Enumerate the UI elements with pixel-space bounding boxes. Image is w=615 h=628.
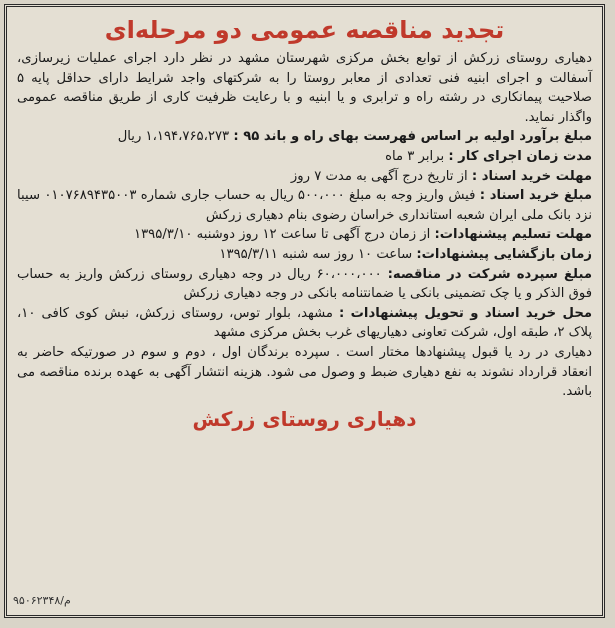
item-duration xyxy=(17,147,592,167)
item-label: مبلغ سپرده شرکت در مناقصه: xyxy=(387,266,592,282)
item-value: از تاریخ درج آگهی به مدت ۷ روز xyxy=(290,168,468,184)
item-opening-time xyxy=(17,245,592,265)
item-label: مدت زمان اجرای کار : xyxy=(448,148,592,164)
item-label: زمان بازگشایی پیشنهادات: xyxy=(416,246,592,262)
closing-paragraph: دهیاری در رد یا قبول پیشنهادها مختار است . سپرده برندگان اول ، دوم و سوم در صورتیکه حاضر به انعقاد قرارداد نشوند به نفع دهیاری ضبط و وصول می شود. هزینه انتشار آگهی به عهده برنده مناقصه می باشد. xyxy=(17,344,592,400)
ad-title: تجدید مناقصه عمومی دو مرحله‌ای xyxy=(104,16,505,44)
item-deposit xyxy=(17,265,592,304)
ad-code: ۹۵۰۶۲۳۴۸/م xyxy=(13,594,71,607)
item-value: ۶۰،۰۰۰،۰۰۰ ریال در وجه دهیاری روستای زرکش واریز به حساب فوق الذکر و یا چک تضمینی بانکی یا ضمانتنامه بانکی در وجه دهیاری زرکش xyxy=(17,266,592,302)
item-value: مشهد، بلوار توس، روستای زرکش، نبش کوی کافی ۱۰، پلاک ۲، طبقه اول، شرکت تعاونی دهیاریهای غرب بخش مرکزی مشهد xyxy=(17,305,592,341)
item-doc-deadline xyxy=(17,167,592,187)
ad-signature: دهیاری روستای زرکش xyxy=(192,406,417,431)
tender-advertisement xyxy=(4,4,605,618)
item-value: ۱،۱۹۴،۷۶۵،۲۷۳ ریال xyxy=(117,129,230,145)
item-label: مبلغ خرید اسناد : xyxy=(479,188,592,204)
item-label: محل خرید اسناد و تحویل پیشنهادات : xyxy=(338,305,592,321)
item-doc-price xyxy=(17,186,592,225)
item-label: مهلت تسلیم پیشنهادات: xyxy=(434,227,592,243)
item-value: ساعت ۱۰ روز سه شنبه ۱۳۹۵/۳/۱۱ xyxy=(219,246,413,262)
item-value: برابر ۳ ماه xyxy=(385,148,445,164)
item-submission-deadline xyxy=(17,225,592,245)
item-estimate xyxy=(17,127,592,147)
item-label: مهلت خرید اسناد : xyxy=(471,168,592,184)
item-value: از زمان درج آگهی تا ساعت ۱۲ روز دوشنبه ۱۳۹۵/۳/۱۰ xyxy=(133,227,431,243)
item-location xyxy=(17,304,592,343)
intro-paragraph: دهیاری روستای زرکش از توابع بخش مرکزی شهرستان مشهد در نظر دارد اجرای عملیات زیرسازی، آسفالت و اجرای ابنیه فنی تعدادی از معابر روستا را به شرکتهای واجد شرایط دارای حداقل پایه ۵ صلاحیت پیمانکاری در رشته راه و ترابری و یا ابنیه و با رعایت ظرفیت کاری از طریق مناقصه عمومی واگذار نماید. xyxy=(17,51,592,125)
item-label: مبلغ برآورد اولیه بر اساس فهرست بهای راه و باند ۹۵ : xyxy=(233,129,592,145)
item-value: فیش واریز وجه به مبلغ ۵۰۰،۰۰۰ ریال به حساب جاری شماره ۰۱۰۷۶۸۹۴۳۵۰۰۳ سیبا نزد بانک ملی ایران شعبه استانداری خراسان رضوی بنام دهیاری زرکش xyxy=(17,188,592,223)
